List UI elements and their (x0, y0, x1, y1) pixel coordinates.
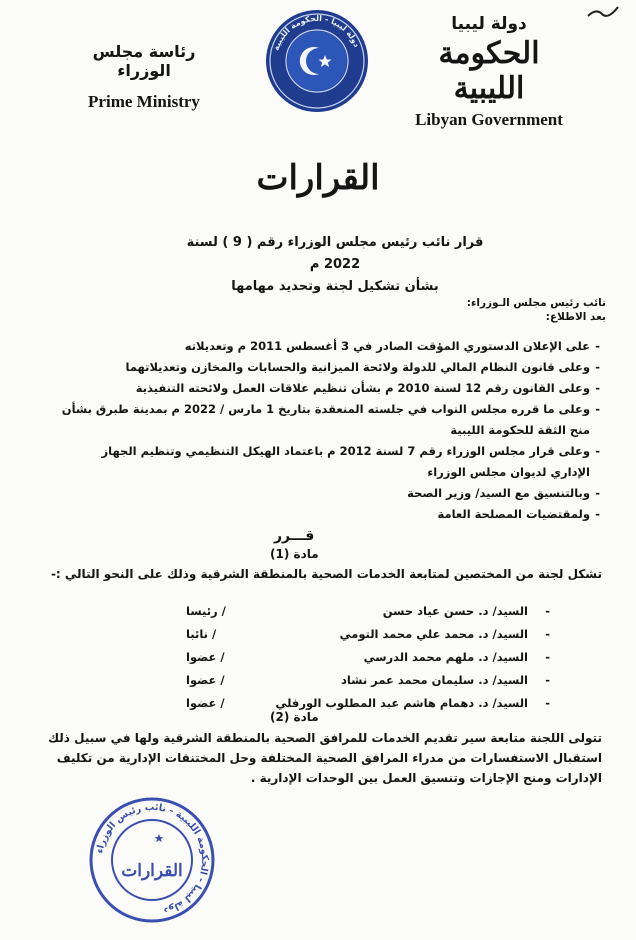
member-role: / رئيسا (186, 604, 226, 618)
ministry-name-arabic: رئاسة مجلس الوزراء (92, 42, 196, 80)
recital-text: على الإعلان الدستوري المؤقت الصادر في 3 أغسطس 2011 م وتعديلاته (184, 339, 590, 353)
article-2-text: تتولى اللجنة متابعة سير تقديم الخدمات للمرافق الصحية بالمنطقة الشرقية ولها في سبيل ذلك استقبال الاستفسارات من مدراء المرافق الصحية المختلفة وحل المختنقات الإدارية من تكليف الإدارات ومنح الإجازات وتنسيق العمل بين الوحدات الإدارية . (48, 731, 602, 785)
member-role: / نائبا (186, 627, 217, 641)
list-item: - وعلى ما قرره مجلس النواب في جلسته المنعقدة بتاريخ 1 مارس / 2022 م بمدينة طبرق بشأن منح الثقة للحكومة الليبية (60, 399, 600, 441)
page-title: القرارات (256, 158, 380, 198)
committee-members-list (150, 604, 550, 719)
preamble-intro (467, 296, 606, 324)
list-item: - وبالتنسيق مع السيد/ وزير الصحة (60, 483, 600, 504)
recital-text: وعلى ما قرره مجلس النواب في جلسته المنعقدة بتاريخ 1 مارس / 2022 م بمدينة طبرق بشأن منح الثقة للحكومة الليبية (61, 402, 590, 437)
member-role: / عضوا (186, 696, 225, 710)
member-role: / عضوا (186, 673, 225, 687)
header-ministry-block (64, 42, 224, 112)
table-row: - السيد/ د. دهمام هاشم عبد المطلوب الورفلي / عضوا (186, 696, 550, 710)
table-row: - السيد/ د. حسن عياد حسن / رئيسا (186, 604, 550, 618)
table-row: - السيد/ د. محمد علي محمد التومي / نائبا (186, 627, 550, 641)
recital-text: وعلى قرار مجلس الوزراء رقم 7 لسنة 2012 م باعتماد الهيكل التنظيمي وتنظيم الجهاز الإداري لديوان مجلس الوزراء (101, 444, 590, 479)
table-row: - السيد/ د. ملهم محمد الدرسي / عضوا (186, 650, 550, 664)
svg-text:دولة ليبيا - الحكومة الليبية: دولة ليبيا - الحكومة الليبية (271, 13, 362, 52)
recital-text: وعلى قانون النظام المالي للدولة ولائحة الميزانية والحسابات والمخازن وتعديلاتهما (125, 360, 590, 374)
decided-heading: قـــرر (274, 528, 315, 544)
recital-text: ولمقتضيات المصلحة العامة (437, 507, 590, 521)
article-2-heading: مادة (2) (270, 710, 319, 724)
recital-text: وعلى القانون رقم 12 لسنة 2010 م بشأن تنظيم علاقات العمل ولائحته التنفيذية (135, 381, 590, 395)
government-name-english: Libyan Government (415, 110, 563, 129)
list-item: - وعلى قانون النظام المالي للدولة ولائحة الميزانية والحسابات والمخازن وتعديلاتهما (60, 357, 600, 378)
list-item: - على الإعلان الدستوري المؤقت الصادر في 3 أغسطس 2011 م وتعديلاته (60, 336, 600, 357)
state-name: دولة ليبيا (451, 14, 527, 34)
ministry-name-english: Prime Ministry (88, 92, 200, 111)
decision-subject-line: بشأن تشكيل لجنة وتحديد مهامها (231, 279, 439, 294)
member-name: السيد/ د. سليمان محمد عمر نشاد (340, 673, 528, 687)
article-1-text: تشكل لجنة من المختصين لمتابعة الخدمات الصحية بالمنطقة الشرقية وذلك على النحو التالي :- (50, 567, 602, 581)
recital-text: وبالتنسيق مع السيد/ وزير الصحة (407, 486, 590, 500)
svg-text:القرارات: القرارات (121, 861, 183, 881)
official-stamp-icon (88, 796, 216, 924)
government-name-arabic: الحكومة الليبية (438, 36, 540, 106)
decision-number-line: قرار نائب رئيس مجلس الوزراء رقم ( 9 ) لسنة 2022 م (186, 235, 484, 272)
list-item: - وعلى قرار مجلس الوزراء رقم 7 لسنة 2012 م باعتماد الهيكل التنظيمي وتنظيم الجهاز الإداري لديوان مجلس الوزراء (60, 441, 600, 483)
member-name: السيد/ د. ملهم محمد الدرسي (363, 650, 528, 664)
member-role: / عضوا (186, 650, 225, 664)
member-name: السيد/ د. محمد علي محمد التومي (339, 627, 528, 641)
decision-heading (180, 232, 490, 298)
checkmark-icon (586, 4, 620, 24)
article-1-heading: مادة (1) (270, 547, 319, 561)
after-review-label: بعد الاطلاع: (545, 311, 606, 323)
member-name: السيد/ د. دهمام هاشم عبد المطلوب الورفلي (275, 696, 528, 710)
recitals-list (60, 336, 600, 525)
issuer-label: نائب رئيس مجلس الـوزراء: (466, 297, 606, 309)
member-name: السيد/ د. حسن عياد حسن (382, 604, 528, 618)
government-emblem-icon (264, 8, 370, 114)
table-row: - السيد/ د. سليمان محمد عمر نشاد / عضوا (186, 673, 550, 687)
list-item: - ولمقتضيات المصلحة العامة (60, 504, 600, 525)
svg-text:دولة ليبيا - الحكومة الليبية -: دولة ليبيا - الحكومة الليبية - نائب رئيس الوزراء (94, 801, 211, 917)
list-item: - وعلى القانون رقم 12 لسنة 2010 م بشأن تنظيم علاقات العمل ولائحته التنفيذية (60, 378, 600, 399)
header-government-block (414, 14, 564, 130)
